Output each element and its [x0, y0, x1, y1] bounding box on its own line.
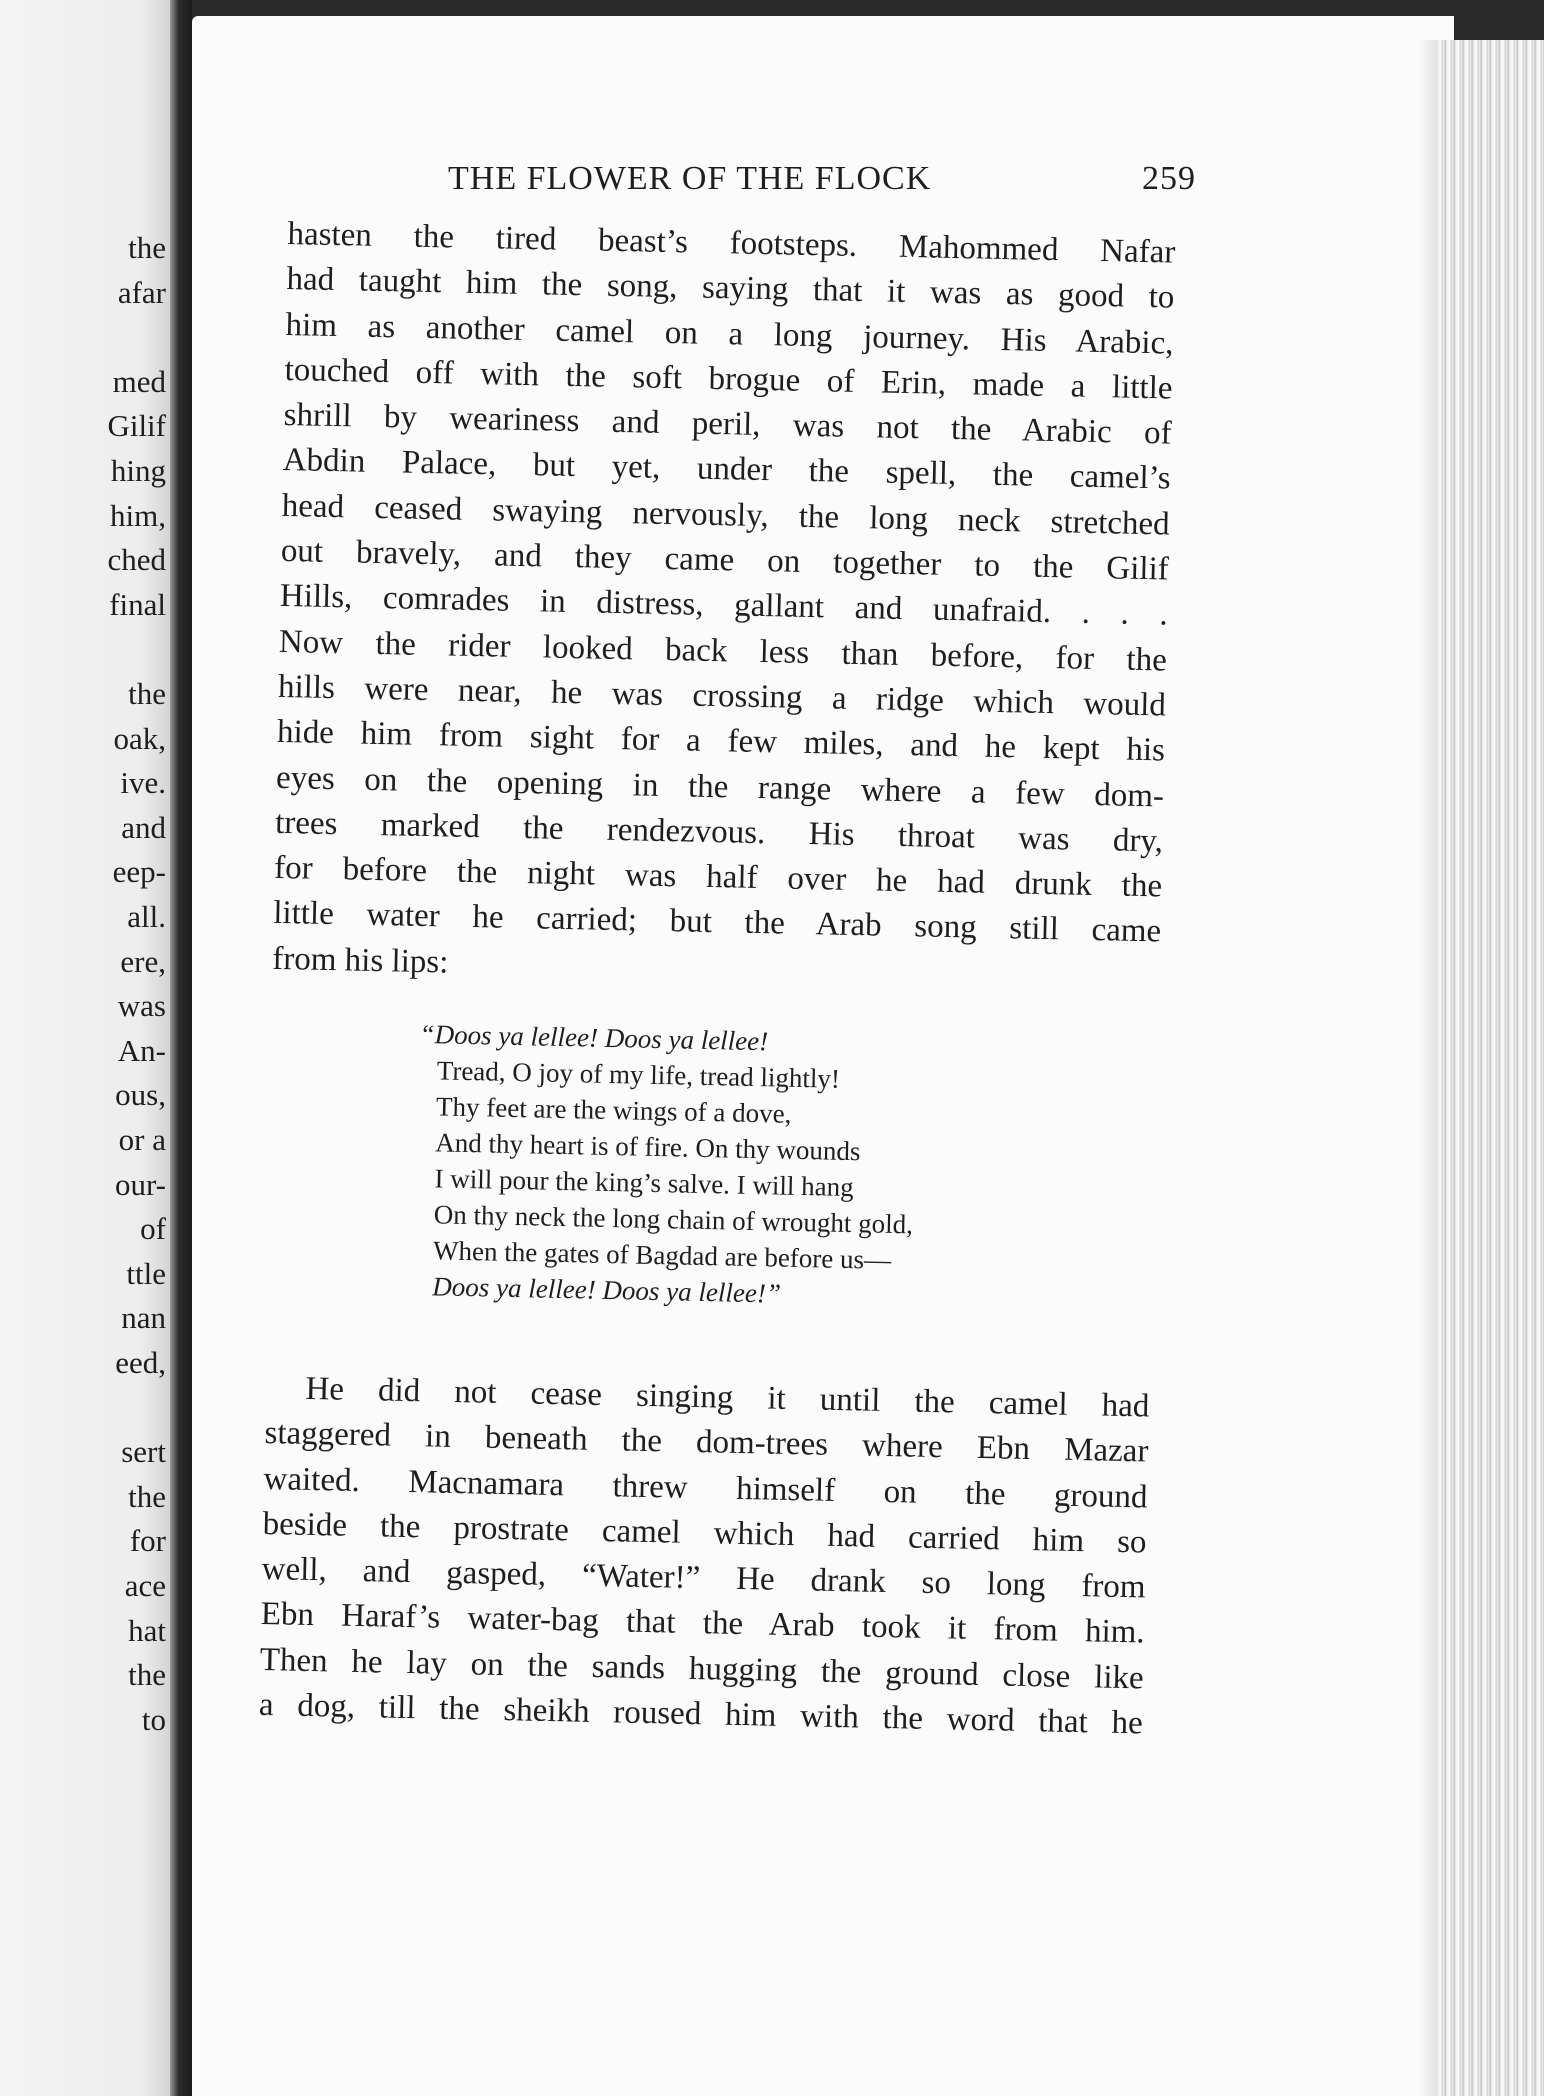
- text-line: shrill by weariness and peril, was not the Arabic of: [283, 397, 1172, 452]
- text-line: him as another camel on a long journey. His Arabic,: [285, 306, 1174, 362]
- left-page-fragment: of: [140, 1211, 166, 1247]
- left-page-fragment: all.: [127, 899, 166, 934]
- left-page-fragment: eep-: [112, 854, 166, 890]
- left-page-fragment: the: [128, 1657, 166, 1693]
- song-verse: [414, 1016, 1060, 1317]
- verse-line: Thy feet are the wings of a dove,: [435, 1091, 792, 1129]
- left-page-fragment: to: [141, 1701, 166, 1737]
- left-page-fragment: our-: [114, 1166, 166, 1202]
- left-page-fragment: for: [129, 1523, 166, 1559]
- text-line: out bravely, and they came on together to the Gilif: [280, 533, 1170, 588]
- left-page-fragment: ive.: [120, 765, 166, 801]
- left-page-fragment: or a: [118, 1122, 166, 1157]
- text-line: from his lips:: [271, 940, 449, 981]
- text-line: hills were near, he was crossing a ridge which would: [277, 668, 1167, 724]
- text-line: hasten the tired beast’s footsteps. Mahommed Nafar: [287, 215, 1176, 271]
- text-line: Then he lay on the sands hugging the ground close like: [259, 1641, 1145, 1697]
- text-line: well, and gasped, “Water!” He drank so long from: [261, 1551, 1146, 1606]
- text-line: eyes on the opening in the range where a few dom-: [275, 759, 1165, 815]
- left-page-fragment: Gilif: [107, 408, 166, 444]
- text-line: touched off with the soft brogue of Erin, made a little: [284, 351, 1173, 407]
- left-page-fragment: ere,: [120, 943, 166, 979]
- left-page-fragment: the: [128, 676, 166, 711]
- verse-line: On thy neck the long chain of wrought gold,: [433, 1199, 914, 1240]
- verse-line: Doos ya lellee! Doos ya lellee!”: [432, 1271, 782, 1309]
- text-line: He did not cease singing it until the camel had: [305, 1370, 1150, 1425]
- left-page-fragment: med: [112, 363, 166, 399]
- left-page-fragment: afar: [117, 274, 166, 310]
- left-page-fragment: ous,: [115, 1077, 166, 1113]
- text-line: Abdin Palace, but yet, under the spell, the camel’s: [282, 442, 1171, 498]
- left-page-fragment: and: [121, 809, 166, 845]
- left-page-fragment: ace: [124, 1568, 166, 1603]
- left-page-fragment: the: [128, 230, 166, 265]
- text-line: staggered in beneath the dom-trees where Ebn Mazar: [264, 1415, 1149, 1470]
- verse-line: I will pour the king’s salve. I will hang: [434, 1163, 855, 1203]
- left-page-fragment: An-: [117, 1032, 166, 1068]
- text-line: little water he carried; but the Arab song still came: [272, 895, 1162, 950]
- left-page-fragment: ttle: [126, 1255, 166, 1291]
- left-page-fragment: him,: [110, 497, 166, 533]
- paragraph-1: [272, 212, 1176, 1000]
- book-gutter: [170, 0, 192, 2096]
- text-line: for before the night was half over he had drunk the: [273, 850, 1163, 905]
- left-page-fragment: oak,: [113, 720, 166, 756]
- paragraph-2: [258, 1366, 1149, 1747]
- left-page-fragment: sert: [121, 1434, 166, 1470]
- text-line: waited. Macnamara threw himself on the ground: [263, 1460, 1148, 1516]
- text-line: head ceased swaying nervously, the long neck stretched: [281, 487, 1171, 543]
- left-page-fragment: was: [117, 988, 166, 1024]
- verse-line: “Doos ya lellee! Doos ya lellee!: [419, 1018, 769, 1057]
- verse-line: When the gates of Bagdad are before us—: [432, 1235, 892, 1275]
- left-page: [0, 0, 176, 2096]
- text-line: a dog, till the sheikh roused him with the word that he: [258, 1687, 1144, 1742]
- left-page-fragment: the: [128, 1478, 166, 1514]
- verse-line: And thy heart is of fire. On thy wounds: [435, 1127, 861, 1167]
- left-page-fragment: ched: [107, 542, 166, 578]
- page-number: 259: [1142, 160, 1196, 197]
- text-line: beside the prostrate camel which had carried him so: [262, 1505, 1147, 1561]
- left-page-fragment: hat: [128, 1612, 166, 1648]
- running-head-title: THE FLOWER OF THE FLOCK: [448, 160, 932, 197]
- text-line: Now the rider looked back less than before, for the: [278, 623, 1168, 679]
- verse-line: Tread, O joy of my life, tread lightly!: [436, 1055, 841, 1094]
- page-stack-edge: [1438, 40, 1544, 2096]
- left-page-fragment: nan: [121, 1300, 166, 1336]
- text-line: Hills, comrades in distress, gallant and unafraid. . . .: [279, 578, 1169, 633]
- text-line: Ebn Haraf’s water-bag that the Arab took it from him.: [260, 1596, 1145, 1651]
- left-page-fragment: final: [109, 586, 166, 622]
- text-line: trees marked the rendezvous. His throat was dry,: [274, 804, 1164, 860]
- left-page-fragment: hing: [110, 453, 166, 488]
- text-line: hide him from sight for a few miles, and he kept his: [276, 714, 1166, 769]
- left-page-fragment: eed,: [115, 1345, 166, 1380]
- text-line: had taught him the song, saying that it was as good to: [286, 261, 1175, 316]
